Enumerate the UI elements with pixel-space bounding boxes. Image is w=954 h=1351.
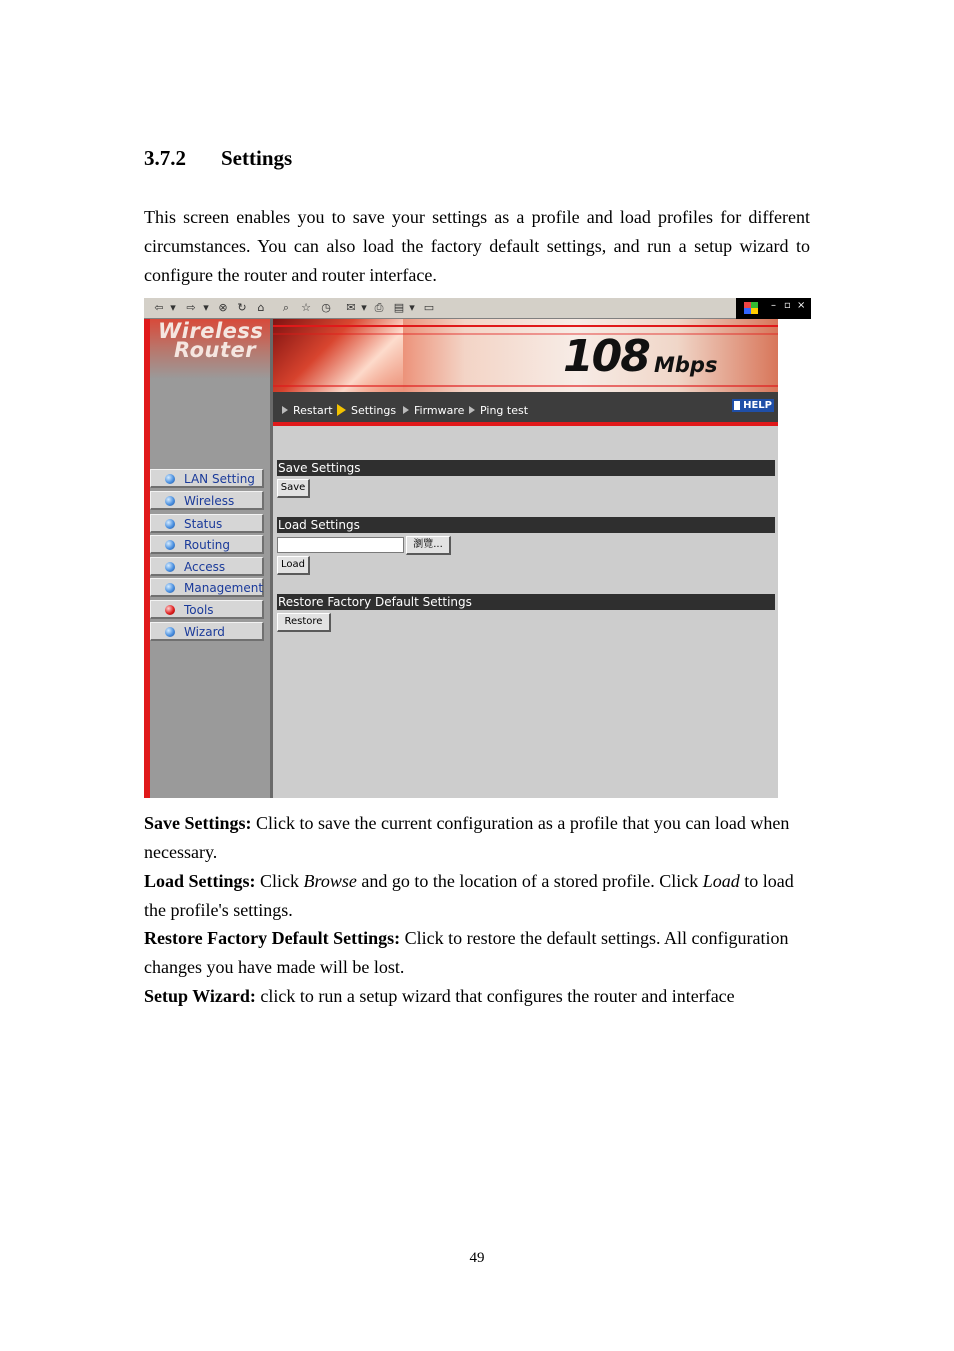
sidebar-item-label: Access [184,560,226,574]
print-icon[interactable]: ⎙ [374,301,384,314]
history-icon[interactable]: ◷ [321,301,331,314]
mail-icon[interactable]: ✉ [346,301,356,314]
dropdown-icon[interactable]: ▾ [361,301,367,314]
sidebar-item-label: Wireless [184,494,235,508]
favorites-icon[interactable]: ☆ [301,301,311,314]
restore-icon[interactable]: ▫ [784,300,791,311]
sidebar-item-label: Wizard [184,625,225,639]
sidebar-item-label: Status [184,517,223,531]
desc-text: and go to the location of a stored profile. Click [356,871,703,891]
help-button[interactable]: HELP [732,399,774,412]
section-heading [144,146,292,171]
triangle-icon [469,406,475,414]
browse-button[interactable]: 瀏覽... [406,536,451,555]
restore-button[interactable]: Restore [277,613,331,632]
top-navigation [273,392,778,422]
section-title: Settings [221,146,293,170]
desc-text: to load the profile's settings. [144,871,794,920]
bullet-icon [165,540,175,550]
triangle-icon [403,406,409,414]
bullet-icon [165,474,175,484]
sidebar-item-routing[interactable] [150,535,264,554]
browser-toolbar [144,298,811,319]
close-icon[interactable]: × [797,300,806,311]
load-button[interactable]: Load [277,556,310,575]
sidebar-item-wireless[interactable] [150,491,264,510]
save-settings-header: Save Settings [277,460,775,476]
nav-firmware[interactable] [403,404,464,418]
desc-text: click to run a setup wizard that configures the router and interface [260,986,735,1006]
sidebar-item-label: Tools [184,603,214,617]
nav-ping-test[interactable] [469,404,528,418]
desc-save-settings [144,809,810,867]
speed-number: 108 [563,331,649,382]
sidebar-item-access[interactable] [150,557,264,576]
logo-line-1: Wireless [158,319,264,343]
triangle-icon [282,406,288,414]
load-settings-header: Load Settings [277,517,775,533]
dropdown-icon[interactable]: ▾ [170,301,176,314]
desc-setup-wizard [144,982,810,1011]
desc-term: Save Settings: [144,813,252,833]
desc-text: Click to save the current configuration as a profile that you can load when necessary. [144,813,790,862]
banner-stripe [273,385,778,387]
bullet-icon [165,627,175,637]
sidebar-item-lan-setting[interactable] [150,469,264,488]
speed-unit: Mbps [654,353,718,377]
bullet-icon [165,562,175,572]
minimize-icon[interactable]: – [771,300,776,311]
triangle-icon [337,404,346,416]
page-number: 49 [469,1250,485,1266]
search-icon[interactable]: ⌕ [282,301,290,314]
nav-label: Ping test [480,404,529,417]
desc-restore-settings [144,924,810,982]
refresh-icon[interactable]: ↻ [237,301,247,314]
sidebar-item-status[interactable] [150,514,264,533]
banner-stripe [273,325,778,327]
router-logo [150,319,272,379]
sidebar-item-label: LAN Setting [184,472,255,486]
desc-term: Setup Wizard: [144,986,256,1006]
stop-icon[interactable]: ⊗ [218,301,228,314]
desc-text: Click to restore the default settings. All configuration changes you have made will be lost. [144,928,789,977]
back-arrow-icon[interactable]: ⇦ [154,301,164,314]
desc-term: Restore Factory Default Settings: [144,928,401,948]
sidebar-item-tools[interactable] [150,600,264,619]
nav-label: Settings [351,404,397,417]
bullet-icon [165,496,175,506]
desc-term: Load Settings: [144,871,256,891]
windows-logo-area [736,298,811,319]
edit-icon[interactable]: ▤ [393,301,405,314]
intro-paragraph: This screen enables you to save your settings as a profile and load profiles for different circumstances. You can also load the factory default settings, and run a setup wizard to configure the router and router interface. [144,207,810,285]
right-margin [778,319,811,798]
bullet-icon [165,519,175,529]
sidebar-item-management[interactable] [150,578,264,597]
router-screenshot [144,298,811,798]
nav-label: Restart [293,404,333,417]
nav-label: Firmware [414,404,465,417]
logo-line-2: Router [174,338,257,362]
home-icon[interactable]: ⌂ [257,301,265,314]
windows-flag-icon [744,302,758,314]
save-button[interactable]: Save [277,479,310,498]
section-number: 3.7.2 [144,146,186,170]
discuss-icon[interactable]: ▭ [423,301,435,314]
banner-stripe [273,333,778,335]
content-area [273,426,778,798]
banner-swoosh [273,319,403,392]
bullet-icon [165,605,175,615]
dropdown-icon[interactable]: ▾ [409,301,415,314]
forward-arrow-icon[interactable]: ⇨ [186,301,196,314]
desc-load-settings [144,867,810,925]
desc-text: Click [260,871,304,891]
profile-file-input[interactable] [277,537,404,553]
sidebar-item-label: Management [184,581,264,595]
sidebar-item-wizard[interactable] [150,622,264,641]
restore-settings-header: Restore Factory Default Settings [277,594,775,610]
desc-emphasis: Browse [303,871,357,891]
dropdown-icon[interactable]: ▾ [203,301,209,314]
speed-banner [273,319,778,392]
bullet-icon [165,583,175,593]
nav-settings[interactable] [337,404,396,418]
sidebar-item-label: Routing [184,538,231,552]
desc-emphasis: Load [702,871,740,891]
nav-restart[interactable] [282,404,333,418]
